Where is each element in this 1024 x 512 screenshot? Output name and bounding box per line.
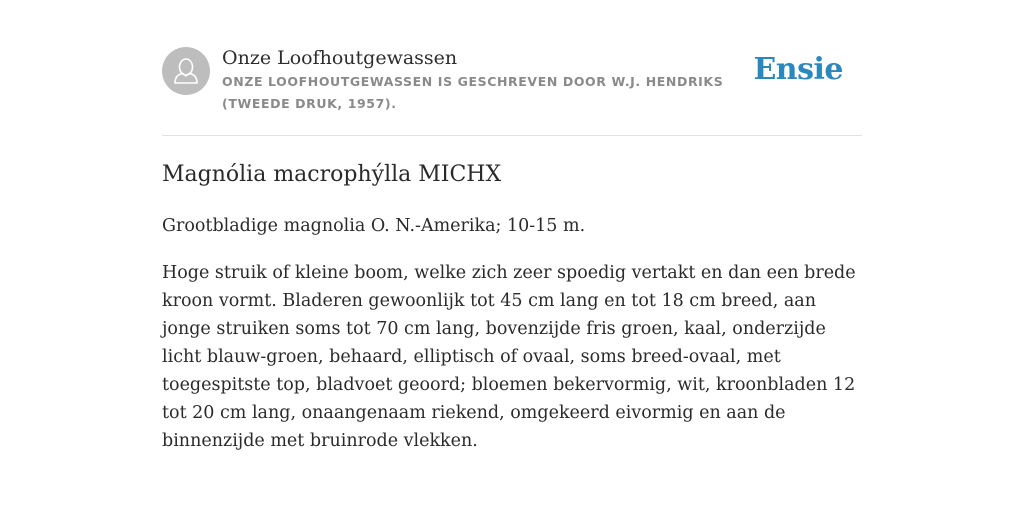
article-card [162,44,862,451]
source-description: ONZE LOOFHOUTGEWASSEN IS GESCHREVEN DOOR W.J. HENDRIKS (TWEEDE DRUK, 1957). [222,74,724,111]
avatar [162,47,210,95]
source-header [162,44,862,136]
user-silhouette-icon [162,47,210,95]
article-paragraph: Grootbladige magnolia O. N.-Amerika; 10-15 m. [162,216,586,236]
article-title: Magnólia macrophýlla MICHX [162,162,502,187]
source-title[interactable]: Onze Loofhoutgewassen [222,47,458,69]
article-paragraph: Hoge struik of kleine boom, welke zich zeer spoedig vertakt en dan een brede kroon vormt. Bladeren gewoonlijk tot 45 cm lang en tot 18 cm breed, aan jonge struiken soms tot 70 cm lang, bovenzijde fris groen, kaal, onderzijde licht blauw-groen, behaard, elliptisch of ovaal, soms breed-ovaal, met toegespitste top, bladvoet geoord; bloemen bekervormig, wit, kroonbladen 12 tot 20 cm lang, onaangenaam riekend, omgekeerd eivormig en aan de binnenzijde met bruinrode vlekken. [162,263,856,451]
ensie-logo[interactable]: Ensie [753,52,843,87]
